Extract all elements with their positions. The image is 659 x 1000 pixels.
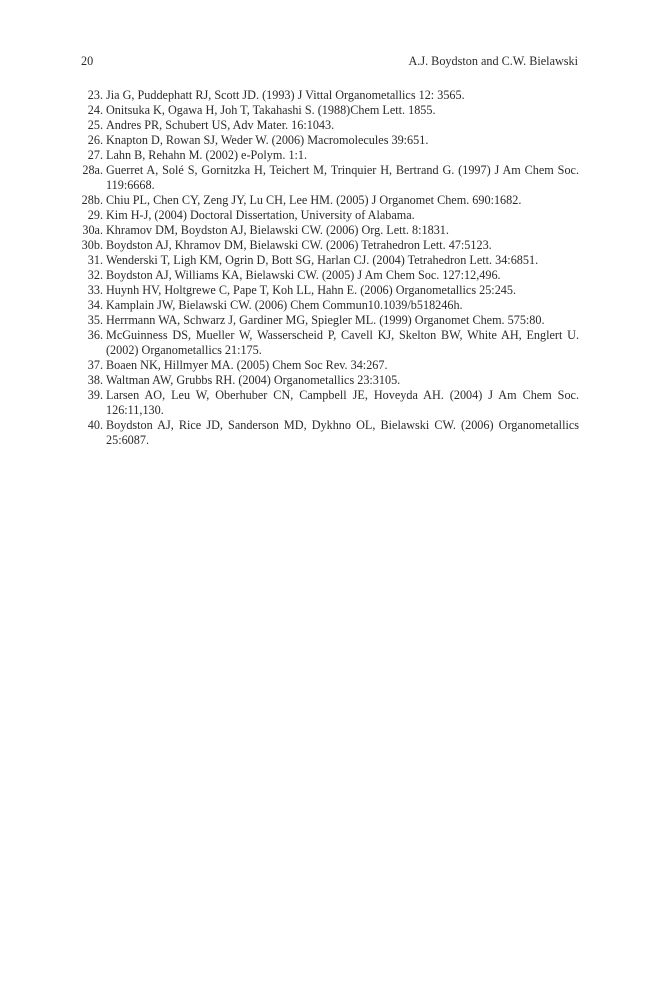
reference-text: Wenderski T, Ligh KM, Ogrin D, Bott SG, Harlan CJ. (2004) Tetrahedron Lett. 34:6851.: [106, 253, 539, 267]
reference-item: [79, 388, 579, 418]
reference-text: Kamplain JW, Bielawski CW. (2006) Chem Commun10.1039/b518246h.: [106, 298, 463, 312]
reference-text: Herrmann WA, Schwarz J, Gardiner MG, Spiegler ML. (1999) Organomet Chem. 575:80.: [106, 313, 545, 327]
reference-item: [79, 313, 579, 328]
reference-text: McGuinness DS, Mueller W, Wasserscheid P, Cavell KJ, Skelton BW, White AH, Englert U. (2002) Organometallics 21:175.: [106, 328, 579, 357]
reference-number: 27.: [87, 148, 103, 162]
reference-number: 39.: [87, 388, 103, 402]
reference-number: 23.: [87, 88, 103, 102]
reference-number: 35.: [87, 313, 103, 327]
reference-number: 34.: [87, 298, 103, 312]
reference-text: Boydston AJ, Rice JD, Sanderson MD, Dykhno OL, Bielawski CW. (2006) Organometallics 25:6087.: [106, 418, 579, 447]
reference-item: [79, 283, 579, 298]
reference-item: [79, 418, 579, 448]
reference-text: Guerret A, Solé S, Gornitzka H, Teichert M, Trinquier H, Bertrand G. (1997) J Am Chem Soc. 119:6668.: [106, 163, 579, 192]
reference-item: [79, 253, 579, 268]
reference-number: 30a.: [82, 223, 103, 237]
reference-number: 33.: [87, 283, 103, 297]
reference-item: [79, 148, 579, 163]
reference-text: Knapton D, Rowan SJ, Weder W. (2006) Macromolecules 39:651.: [106, 133, 429, 147]
reference-text: Boydston AJ, Williams KA, Bielawski CW. (2005) J Am Chem Soc. 127:12,496.: [106, 268, 501, 282]
reference-item: [79, 223, 579, 238]
reference-item: [79, 193, 579, 208]
reference-number: 38.: [87, 373, 103, 387]
reference-number: 28b.: [81, 193, 103, 207]
reference-text: Boaen NK, Hillmyer MA. (2005) Chem Soc Rev. 34:267.: [106, 358, 388, 372]
reference-number: 40.: [87, 418, 103, 432]
reference-text: Boydston AJ, Khramov DM, Bielawski CW. (2006) Tetrahedron Lett. 47:5123.: [106, 238, 492, 252]
reference-text: Chiu PL, Chen CY, Zeng JY, Lu CH, Lee HM. (2005) J Organomet Chem. 690:1682.: [106, 193, 522, 207]
reference-number: 26.: [87, 133, 103, 147]
reference-number: 24.: [87, 103, 103, 117]
reference-item: [79, 328, 579, 358]
reference-text: Kim H-J, (2004) Doctoral Dissertation, University of Alabama.: [106, 208, 415, 222]
page-header: [81, 52, 578, 70]
reference-text: Larsen AO, Leu W, Oberhuber CN, Campbell JE, Hoveyda AH. (2004) J Am Chem Soc. 126:11,130.: [106, 388, 579, 417]
reference-item: [79, 103, 579, 118]
page-number: 20: [81, 54, 94, 68]
reference-number: 25.: [87, 118, 103, 132]
reference-item: [79, 268, 579, 283]
reference-item: [79, 298, 579, 313]
reference-item: [79, 88, 579, 103]
reference-number: 36.: [87, 328, 103, 342]
reference-number: 37.: [87, 358, 103, 372]
reference-text: Onitsuka K, Ogawa H, Joh T, Takahashi S. (1988)Chem Lett. 1855.: [106, 103, 436, 117]
reference-number: 30b.: [81, 238, 103, 252]
reference-number: 28a.: [82, 163, 103, 177]
running-head: A.J. Boydston and C.W. Bielawski: [408, 54, 578, 68]
reference-list: [79, 88, 579, 448]
reference-item: [79, 238, 579, 253]
reference-text: Khramov DM, Boydston AJ, Bielawski CW. (2006) Org. Lett. 8:1831.: [106, 223, 449, 237]
reference-item: [79, 373, 579, 388]
reference-item: [79, 163, 579, 193]
reference-number: 31.: [87, 253, 103, 267]
reference-text: Waltman AW, Grubbs RH. (2004) Organometallics 23:3105.: [106, 373, 401, 387]
reference-item: [79, 118, 579, 133]
reference-text: Andres PR, Schubert US, Adv Mater. 16:1043.: [106, 118, 335, 132]
reference-number: 29.: [87, 208, 103, 222]
reference-text: Lahn B, Rehahn M. (2002) e-Polym. 1:1.: [106, 148, 308, 162]
reference-item: [79, 208, 579, 223]
reference-number: 32.: [87, 268, 103, 282]
reference-item: [79, 358, 579, 373]
reference-text: Jia G, Puddephatt RJ, Scott JD. (1993) J Vittal Organometallics 12: 3565.: [106, 88, 465, 102]
reference-text: Huynh HV, Holtgrewe C, Pape T, Koh LL, Hahn E. (2006) Organometallics 25:245.: [106, 283, 517, 297]
reference-item: [79, 133, 579, 148]
